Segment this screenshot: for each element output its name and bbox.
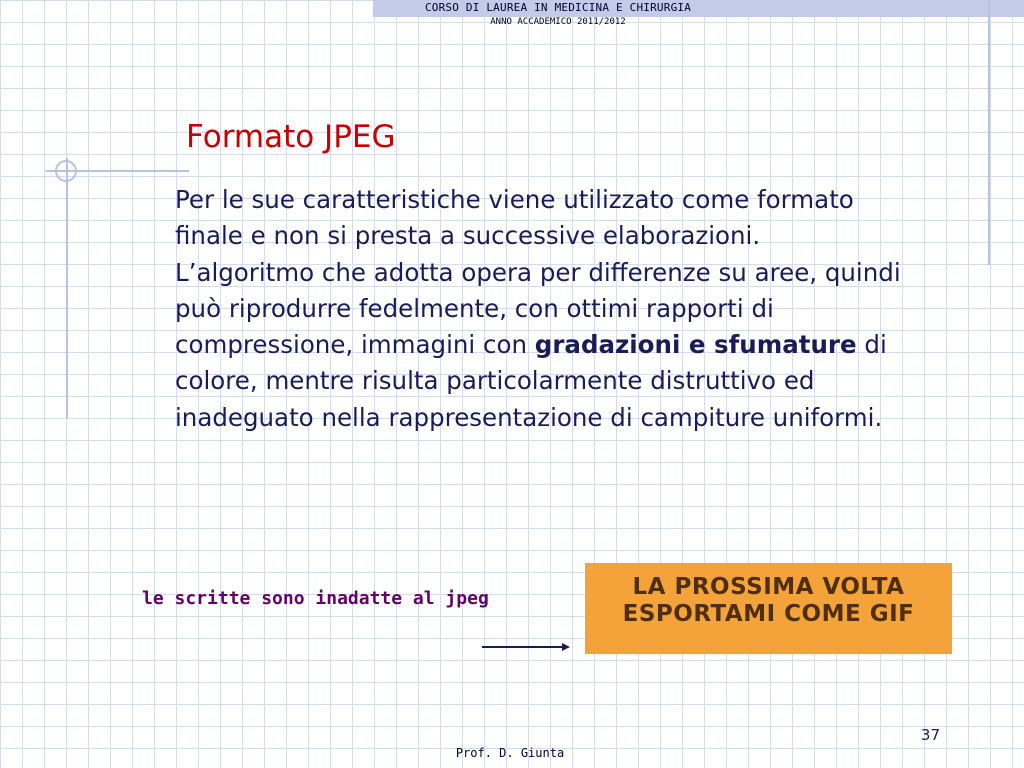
arrow-right-icon [482, 640, 572, 654]
decorative-circle-icon [55, 160, 77, 182]
image-text-line-2: ESPORTAMI COME GIF [622, 601, 915, 627]
image-text-line-1: LA PROSSIMA VOLTA [632, 574, 905, 600]
decorative-line-right [988, 0, 990, 265]
body-paragraph-1: Per le sue caratteristiche viene utilizzato come formato finale e non si presta a successive elaborazioni. [175, 185, 854, 251]
body-emphasis: gradazioni e sfumature [534, 330, 857, 360]
course-title: CORSO DI LAUREA IN MEDICINA E CHIRURGIA [424, 1, 692, 14]
jpeg-artifact-example-image [585, 563, 952, 654]
decorative-line-left [66, 158, 68, 418]
page-number: 37 [920, 726, 940, 744]
slide-title: Formato JPEG [186, 119, 396, 155]
footer-author: Prof. D. Giunta [455, 746, 565, 760]
slide-body [175, 182, 915, 436]
body-paragraph-2: L’algoritmo che adotta opera per differenze su aree, quindi può riprodurre fedelmente, con ottimi rapporti di compressione, immagini con [175, 257, 901, 360]
academic-year: ANNO ACCADEMICO 2011/2012 [490, 17, 626, 27]
image-caption: le scritte sono inadatte al jpeg [142, 588, 489, 609]
body-paragraph-3: di colore, mentre risulta particolarmente distruttivo ed inadeguato nella rappresentazione di campiture uniformi. [175, 330, 887, 432]
